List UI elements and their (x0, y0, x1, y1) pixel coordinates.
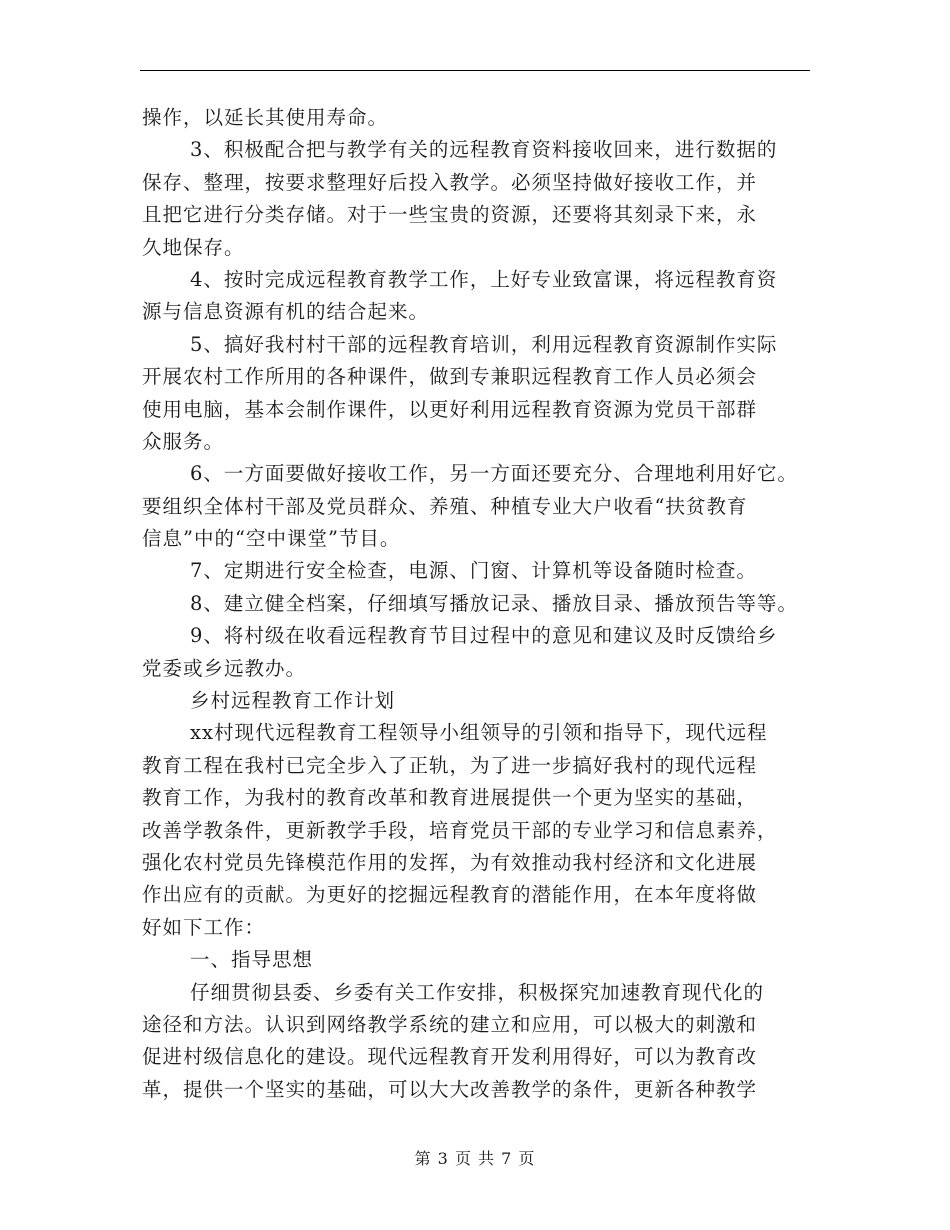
text-line: 一、指导思想 (190, 948, 314, 972)
text-line: 众服务。 (142, 429, 225, 453)
text-line: 保存、整理，按要求整理好后投入教学。必须坚持做好接收工作，并 (142, 170, 758, 194)
text-line: 9、将村级在收看远程教育节目过程中的意见和建议及时反馈给乡 (190, 624, 778, 648)
text-line: 改善学教条件，更新教学手段，培育党员干部的专业学习和信息素养， (142, 818, 778, 842)
text-line: 4、按时完成远程教育教学工作，上好专业致富课，将远程教育资 (190, 267, 778, 291)
text-line: 乡村远程教育工作计划 (190, 689, 396, 713)
header-rule (140, 70, 810, 71)
text-line: 途径和方法。认识到网络教学系统的建立和应用，可以极大的刺激和 (142, 1012, 758, 1036)
text-line: 开展农村工作所用的各种课件，做到专兼职远程教育工作人员必须会 (142, 365, 758, 389)
text-line: 使用电脑，基本会制作课件，以更好利用远程教育资源为党员干部群 (142, 397, 758, 421)
text-line: 促进村级信息化的建设。现代远程教育开发利用得好，可以为教育改 (142, 1045, 758, 1069)
text-line: 久地保存。 (142, 235, 245, 259)
page-footer: 第 3 页 共 7 页 (414, 1149, 536, 1168)
text-line: 仔细贯彻县委、乡委有关工作安排，积极探究加速教育现代化的 (190, 980, 765, 1004)
text-line: 6、一方面要做好接收工作，另一方面还要充分、合理地利用好它。 (190, 462, 798, 486)
text-line: 5、搞好我村村干部的远程教育培训，利用远程教育资源制作实际 (190, 332, 778, 356)
text-line: 操作，以延长其使用寿命。 (142, 106, 389, 129)
text-line: 强化农村党员先锋模范作用的发挥，为有效推动我村经济和文化进展 (142, 850, 758, 874)
document-body (142, 102, 810, 1106)
text-line: 要组织全体村干部及党员群众、养殖、种植专业大户收看“扶贫教育 (142, 494, 748, 518)
text-line: xx村现代远程教育工程领导小组领导的引领和指导下，现代远程 (190, 721, 768, 745)
text-line: 作出应有的贡献。为更好的挖掘远程教育的潜能作用，在本年度将做 (142, 883, 758, 907)
text-line: 教育工程在我村已完全步入了正轨，为了进一步搞好我村的现代远程 (142, 753, 758, 777)
text-line: 8、建立健全档案，仔细填写播放记录、播放目录、播放预告等等。 (190, 591, 798, 615)
text-line: 7、定期进行安全检查，电源、门窗、计算机等设备随时检查。 (190, 559, 757, 583)
text-line: 源与信息资源有机的结合起来。 (142, 300, 430, 324)
text-line: 教育工作，为我村的教育改革和教育进展提供一个更为坚实的基础， (142, 786, 758, 810)
text-line: 革，提供一个坚实的基础，可以大大改善教学的条件，更新各种教学 (142, 1077, 758, 1101)
text-line: 党委或乡远教办。 (142, 656, 307, 680)
text-line: 且把它进行分类存储。对于一些宝贵的资源，还要将其刻录下来，永 (142, 203, 758, 227)
text-line: 3、积极配合把与教学有关的远程教育资料接收回来，进行数据的 (190, 138, 778, 162)
text-line: 信息”中的“空中课堂”节目。 (142, 527, 401, 551)
text-line: 好如下工作： (142, 915, 266, 939)
